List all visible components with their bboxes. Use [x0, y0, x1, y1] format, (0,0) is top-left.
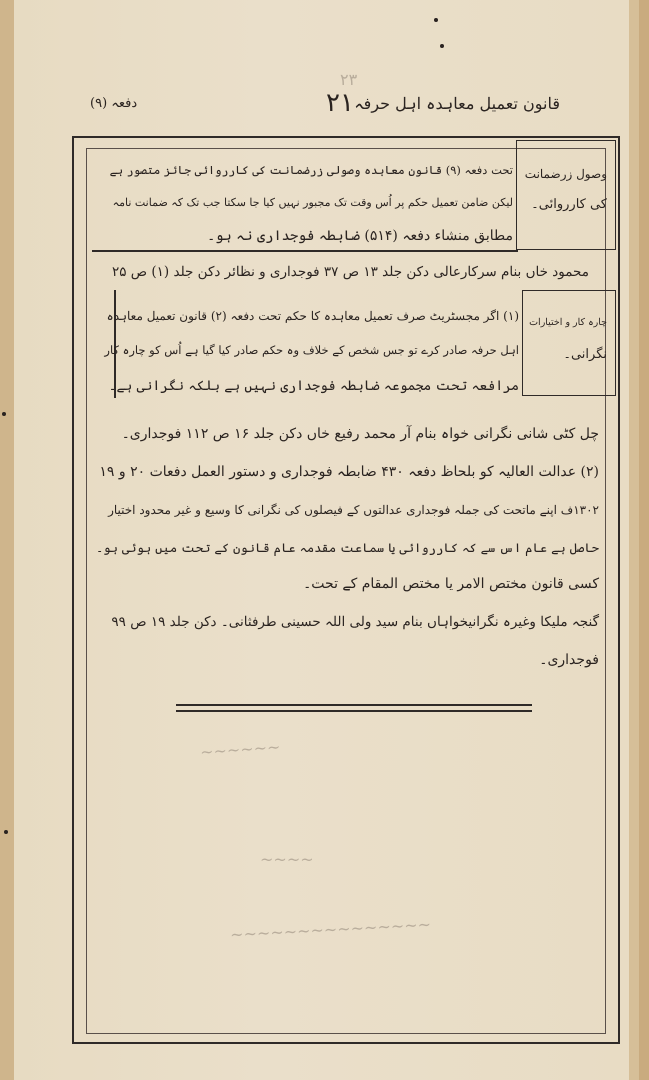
closing-rule: [176, 704, 532, 706]
citation: فوجداری۔: [539, 652, 599, 668]
text-line: ۱۳۰۲ف اپنے ماتحت کی جملہ فوجداری عدالتوں کے فیصلوں کی نگرانی کا وسیع و غیر محدود اختیار: [108, 503, 599, 517]
text-line: مطابق منشاء دفعہ (۵۱۴) ضابطہ فوجداری نہ ہو۔: [207, 228, 513, 244]
page-header: [90, 90, 560, 130]
page-edge: [629, 0, 639, 1080]
citation: گنجہ ملیکا وغیرہ نگرانیخواہاں بنام سید ولی اللہ حسینی طرفثانی۔ دکن جلد ۱۹ ص ۹۹: [111, 614, 599, 630]
page-number: ۲۱: [326, 88, 354, 118]
margin-dot: [440, 44, 444, 48]
bleed-through-mark: ۲۳: [340, 70, 358, 89]
box-1-bottom-rule: [92, 250, 518, 252]
margin-dot: [434, 18, 438, 22]
margin-dot: [2, 412, 6, 416]
text-line: حاصل ہے عام اس سے کہ کارروائی یا سماعت مقدمہ عام قانون کے تحت میں ہوئی ہو۔: [95, 540, 599, 555]
text-line: مرافعہ تحت مجموعہ ضابطہ فوجداری نہیں ہے بلکہ نگرانی ہے۔: [108, 378, 519, 394]
margin-heading-line: کی کارروائی۔: [531, 197, 607, 212]
running-title: قانون تعمیل معاہدہ اہل حرفہ: [354, 94, 560, 113]
margin-heading-box-2: [522, 290, 616, 396]
citation: چل کٹی شانی نگرانی خواہ بنام آر محمد رفیع خاں دکن جلد ۱۶ ص ۱۱۲ فوجداری۔: [121, 426, 599, 442]
bleed-through-mark: ~~~~: [260, 850, 314, 869]
margin-dot: [4, 830, 8, 834]
margin-heading-line: نگرانی۔: [563, 347, 607, 362]
section-marker: دفعہ (۹): [90, 96, 138, 111]
margin-heading-box-1: [516, 140, 616, 250]
book-gutter: [0, 0, 14, 1080]
text-line: تحت دفعہ (۹) قانون معاہدہ وصولی زرضمانت کی کارروائی جائز متصور ہے: [109, 163, 513, 177]
text-line: (۲) عدالت العالیہ کو بلحاظ دفعہ ۴۳۰ ضابطہ فوجداری و دستور العمل دفعات ۲۰ و ۱۹: [99, 464, 599, 480]
margin-heading-line: چارہ کار و اختیارات: [529, 317, 607, 328]
margin-heading-line: وصول زرضمانت: [524, 167, 607, 181]
text-line: کسی قانون مختص الامر یا مختص المقام کے تحت۔: [303, 576, 599, 592]
bleed-through-mark: ~~~~~~~~~~~~~~~: [229, 914, 432, 945]
text-line: (۱) اگر مجسٹریٹ صرف تعمیل معاہدہ کا حکم تحت دفعہ (۲) قانون تعمیل معاہدہ: [106, 309, 519, 323]
text-line: لیکن ضامن تعمیل حکم پر اُس وقت تک مجبور نہیں کیا جا سکتا جب تک کہ ضمانت نامہ: [112, 196, 513, 209]
closing-rule: [176, 710, 532, 712]
text-line: اہل حرفہ صادر کرے تو جس شخص کے خلاف وہ حکم صادر کیا گیا ہے اُس کو چارہ کار: [104, 343, 519, 357]
citation: محمود خاں بنام سرکارعالی دکن جلد ۱۳ ص ۳۷ فوجداری و نظائر دکن جلد (۱) ص ۲۵: [111, 264, 589, 280]
bleed-through-mark: ~~~~~~: [199, 737, 282, 762]
